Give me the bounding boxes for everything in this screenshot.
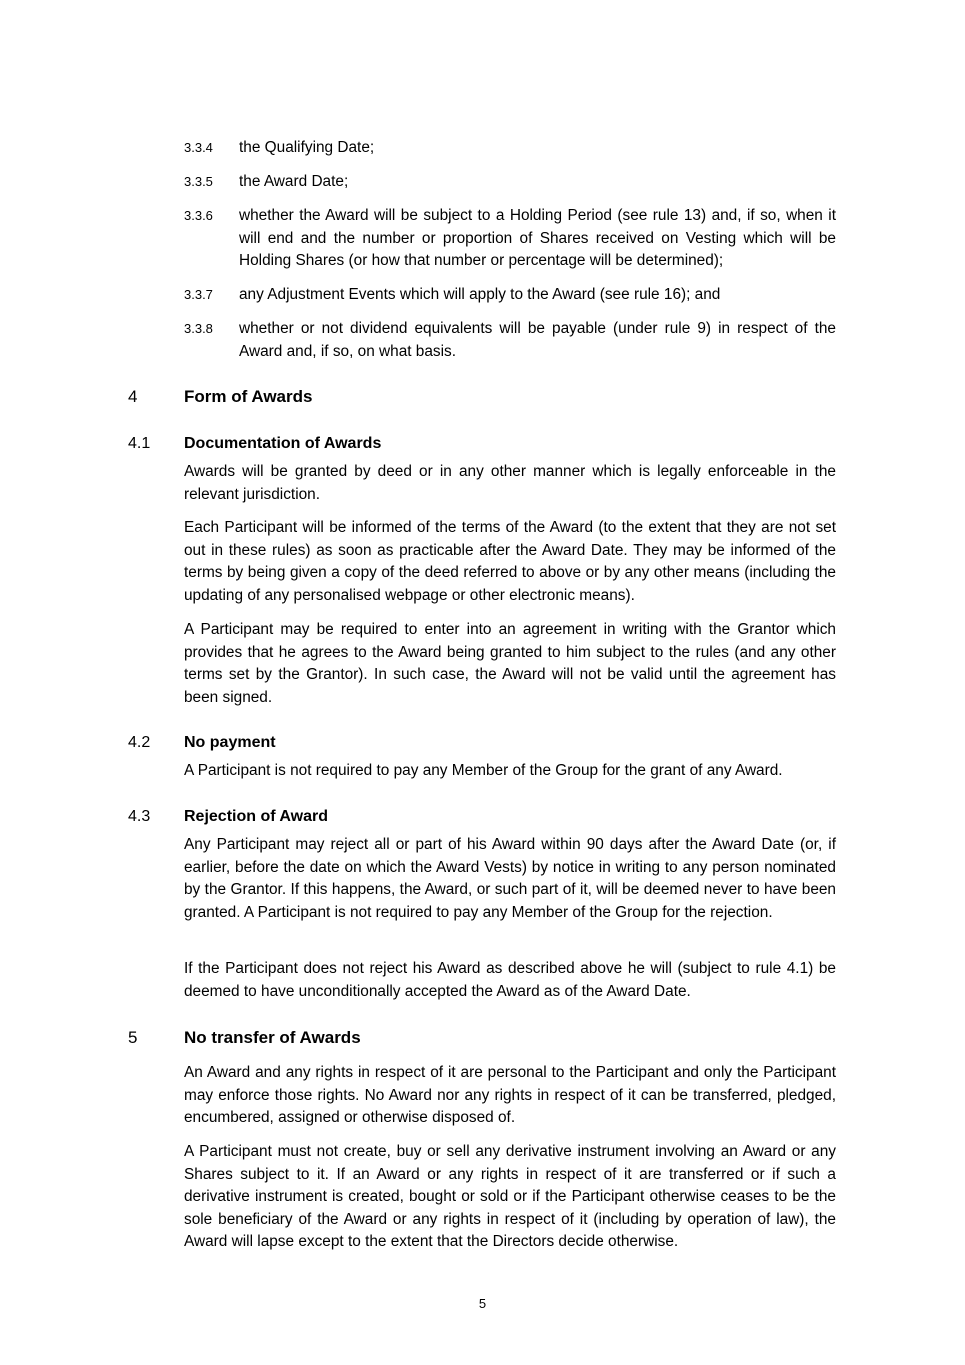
paragraph: A Participant may be required to enter into an agreement in writing with the Grantor which provides that he agrees to the Award being granted to him subject to the rules (and any other terms set by the Grantor). In such case, the Award will not be valid until the agreement has been signed. — [184, 621, 836, 706]
item-text: the Award Date; — [239, 173, 349, 190]
item-number: 3.3.7 — [184, 287, 213, 302]
paragraph: Any Participant may reject all or part of his Award within 90 days after the Award Date (or, if earlier, before the date on which the Award Vests) by notice in writing to any person nominated by the Grantor. If this happens, the Award, or such part of it, will be deemed never to have been granted. A Participant is not required to pay any Member of the Group for the rejection. — [184, 836, 836, 921]
paragraph: An Award and any rights in respect of it are personal to the Participant and only the Participant may enforce those rights. No Award nor any rights in respect of it can be transferred, pledged, encumbered, assigned or otherwise disposed of. — [184, 1064, 836, 1127]
item-text: the Qualifying Date; — [239, 139, 375, 156]
paragraph: A Participant must not create, buy or sell any derivative instrument involving an Award or any Shares subject to it. If an Award or any rights in respect of it are transferred or if such a derivative instrument is created, bought or sold or if the Participant otherwise ceases to be the sole beneficiary of the Award or any rights in respect of it (including by operation of law), the Award will lapse except to the extent that the Directors decide otherwise. — [184, 1143, 836, 1251]
section-title: Form of Awards — [184, 387, 313, 406]
paragraph: Awards will be granted by deed or in any other manner which is legally enforceable in the relevant jurisdiction. — [184, 463, 836, 503]
item-text: whether or not dividend equivalents will be payable (under rule 9) in respect of the Award and, if so, on what basis. — [239, 320, 836, 360]
item-number: 3.3.4 — [184, 140, 213, 155]
page-number: 5 — [478, 1296, 487, 1311]
subsection-title: Documentation of Awards — [184, 435, 382, 452]
subsection-title: No payment — [184, 734, 276, 751]
item-text: any Adjustment Events which will apply to the Award (see rule 16); and — [239, 286, 721, 303]
subsection-number: 4.1 — [128, 435, 151, 452]
paragraph: Each Participant will be informed of the terms of the Award (to the extent that they are not set out in these rules) as soon as practicable after the Award Date. They may be informed of the terms by being given a copy of the deed referred to above or by any other means (including the updating of any personalised webpage or other electronic means). — [184, 519, 836, 604]
section-number: 5 — [128, 1028, 138, 1047]
paragraph: A Participant is not required to pay any Member of the Group for the grant of any Award. — [184, 762, 783, 779]
item-number: 3.3.5 — [184, 174, 213, 189]
subsection-number: 4.3 — [128, 808, 151, 825]
section-number: 4 — [128, 387, 138, 406]
item-text: whether the Award will be subject to a Holding Period (see rule 13) and, if so, when it will end and the number or proportion of Shares received on Vesting which will be Holding Shares (or how that number or percentage will be determined); — [239, 207, 836, 270]
paragraph: If the Participant does not reject his Award as described above he will (subject to rule 4.1) be deemed to have unconditionally accepted the Award as of the Award Date. — [184, 960, 836, 1000]
item-number: 3.3.8 — [184, 321, 213, 336]
subsection-number: 4.2 — [128, 734, 151, 751]
section-title: No transfer of Awards — [184, 1028, 361, 1047]
item-number: 3.3.6 — [184, 208, 213, 223]
subsection-title: Rejection of Award — [184, 808, 329, 825]
